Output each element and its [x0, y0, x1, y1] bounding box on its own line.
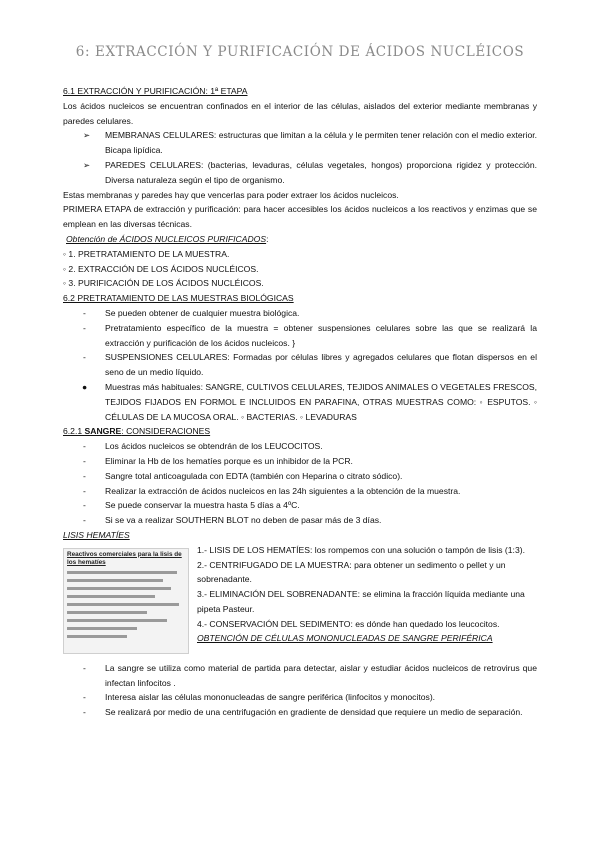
list-item [63, 128, 537, 158]
thumbnail-title: Reactivos comerciales para la lisis de los hematíes [67, 550, 182, 566]
list-item [63, 306, 537, 321]
list-item-text: PAREDES CELULARES: (bacterias, levaduras, células vegetales, hongos) proporciona rigidez y protección. Diversa naturaleza según el tipo de organismo. [105, 159, 537, 185]
list-item [63, 484, 537, 499]
mono-heading: OBTENCIÓN DE CÉLULAS MONONUCLEADAS DE SANGRE PERIFÉRICA [197, 633, 493, 644]
list-item [63, 350, 537, 380]
list-item-text: Pretratamiento específico de la muestra = obtener suspensiones celulares sobre las que se realizará la extracción y purificación de los ácidos nucleicos. } [105, 322, 537, 348]
paragraph-intro: Los ácidos nucleicos se encuentran confinados en el interior de las células, aislados del exterior mediante membranas y paredes celulares. [63, 100, 537, 126]
list-item [63, 454, 537, 469]
list-item [63, 439, 537, 454]
bullet-icon: ● [82, 381, 88, 392]
list-item [63, 158, 537, 188]
dash-marker: - [83, 662, 86, 673]
heading-bold: SANGRE [84, 426, 122, 437]
dash-marker: - [83, 470, 86, 481]
page-title: 6: EXTRACCIÓN Y PURIFICACIÓN DE ÁCIDOS NUCLÉICOS [75, 44, 525, 60]
dash-marker: - [83, 352, 86, 363]
section-6-1-heading: 6.1 EXTRACCIÓN Y PURIFICACIÓN: 1ª ETAPA [63, 86, 248, 96]
blurred-text-lines-icon [67, 567, 185, 647]
lisis-step: 2.- CENTRIFUGADO DE LA MUESTRA: para obtener un sedimento o pellet y un sobrenadante. [197, 559, 506, 585]
dash-marker: - [83, 500, 86, 511]
lisis-block [63, 543, 537, 661]
list-item-text: Realizar la extracción de ácidos nucleicos en las 24h siguientes a la obtención de la muestra. [105, 485, 461, 496]
paragraph-first-stage: PRIMERA ETAPA de extracción y purificación: para hacer accesibles los ácidos nucleicos a los reactivos y enzimas que se emplean en las diversas técnicas. [63, 204, 537, 230]
arrow-bullet-icon: ➢ [83, 159, 91, 170]
lisis-steps [197, 543, 537, 647]
list-item-text: Se pueden obtener de cualquier muestra biológica. [105, 307, 300, 318]
list-item [63, 661, 537, 691]
section-6-2-1-heading [63, 424, 537, 439]
heading-suffix: : CONSIDERACIONES [121, 426, 211, 437]
dash-marker: - [83, 441, 86, 452]
list-item-text: MEMBRANAS CELULARES: estructuras que limitan a la célula y le permiten tener relación con el medio exterior. Bicapa lipídica. [105, 130, 537, 156]
list-item [63, 705, 537, 720]
list-item-text: Si se va a realizar SOUTHERN BLOT no deben de pasar más de 3 días. [105, 515, 382, 526]
dash-marker: - [83, 307, 86, 318]
lisis-step: 3.- ELIMINACIÓN DEL SOBRENADANTE: se elimina la fracción líquida mediante una pipeta Pasteur. [197, 589, 525, 614]
list-item-text: Los ácidos nucleicos se obtendrán de los LEUCOCITOS. [105, 441, 323, 452]
document-body [63, 84, 537, 720]
list-item [63, 321, 537, 351]
list-item-text: Muestras más habituales: SANGRE, CULTIVOS CELULARES, TEJIDOS ANIMALES O VEGETALES FRESCOS, TEJIDOS FIJADOS EN FORMOL E INCLUIDOS EN PARAFINA, OTRAS MUESTRAS COMO: ◦ ESPUTOS. ◦ CÉLULAS DE LA MUCOSA ORAL. ◦ BACTERIAS. ◦ LEVADURAS [105, 381, 537, 422]
dash-marker: - [83, 707, 86, 718]
list-item-text: SUSPENSIONES CELULARES: Formadas por células libres y agregados celulares que flotan dispersos en el seno de un medio líquido. [105, 352, 537, 378]
list-item [63, 690, 537, 705]
section-6-2-heading: 6.2 PRETRATAMIENTO DE LAS MUESTRAS BIOLÓGICAS [63, 293, 294, 304]
obtencion-heading-line [63, 232, 537, 247]
lisis-step: 4.- CONSERVACIÓN DEL SEDIMENTO: es dónde han quedado los leucocitos. [197, 618, 500, 629]
obtencion-heading: Obtención de ÁCIDOS NUCLEICOS PURIFICADOS [66, 233, 267, 244]
step-item: ◦ 3. PURIFICACIÓN DE LOS ÁCIDOS NUCLÉICOS. [63, 278, 264, 289]
dash-marker: - [83, 515, 86, 526]
obtencion-colon: : [266, 233, 269, 244]
paragraph-overcome: Estas membranas y paredes hay que vencerlas para poder extraer los ácidos nucleicos. [63, 189, 399, 200]
list-item-text: Sangre total anticoagulada con EDTA (también con Heparina o citrato sódico). [105, 470, 403, 481]
list-item [63, 513, 537, 528]
dash-marker: - [83, 322, 86, 333]
list-item-text: Eliminar la Hb de los hematíes porque es un inhibidor de la PCR. [105, 455, 353, 466]
step-item: ◦ 2. EXTRACCIÓN DE LOS ÁCIDOS NUCLÉICOS. [63, 263, 259, 274]
step-item: ◦ 1. PRETRATAMIENTO DE LA MUESTRA. [63, 248, 230, 259]
dash-marker: - [83, 455, 86, 466]
dash-marker: - [83, 692, 86, 703]
list-item [63, 380, 537, 424]
list-item-text: Interesa aislar las células mononucleadas de sangre periférica (linfocitos y monocitos). [105, 692, 436, 703]
lisis-heading: LISIS HEMATÍES [63, 529, 130, 540]
heading-prefix: 6.2.1 [63, 426, 85, 437]
list-item [63, 498, 537, 513]
reagents-thumbnail-image [63, 548, 189, 654]
dash-marker: - [83, 485, 86, 496]
list-item-text: Se realizará por medio de una centrifugación en gradiente de densidad que requiere un medio de separación. [105, 707, 523, 718]
list-item-text: Se puede conservar la muestra hasta 5 días a 4ºC. [105, 500, 300, 511]
arrow-bullet-icon: ➢ [83, 130, 91, 141]
list-item [63, 469, 537, 484]
list-item-text: La sangre se utiliza como material de partida para detectar, aislar y estudiar ácidos nucleicos de retrovirus que infectan linfocitos . [105, 662, 537, 688]
lisis-step: 1.- LISIS DE LOS HEMATÍES: los rompemos con una solución o tampón de lisis (1:3). [197, 544, 525, 555]
